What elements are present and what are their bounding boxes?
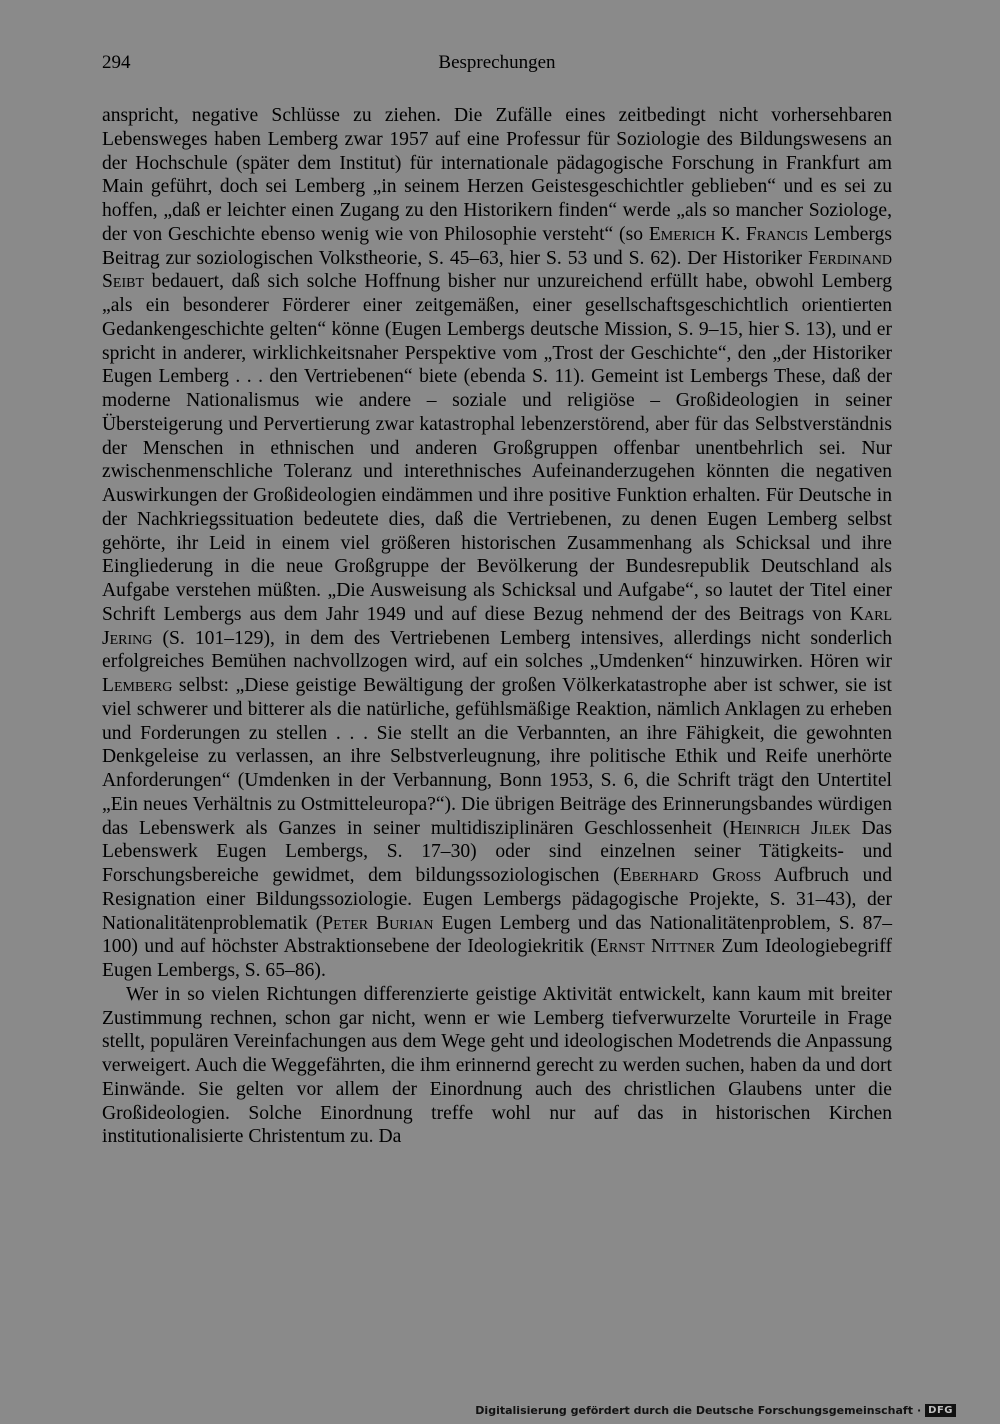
bullet-separator: · bbox=[916, 1403, 922, 1417]
author-name: Heinrich Jilek bbox=[729, 817, 851, 839]
running-head: Besprechungen bbox=[438, 52, 556, 73]
text-run: Lembergs Beitrag zur soziologischen Volkstheorie, S. 45–63, hier S. 53 und S. 62). Der Historiker bbox=[102, 223, 892, 269]
text-run: Wer in so vielen Richtungen differenzierte geistige Aktivität entwickelt, kann kaum mit breiter Zustimmung rechnen, schon gar nicht, wenn er wie Lemberg tiefverwurzelte Vorurteile in Frage stellt, populären Vereinfachungen aus dem Wege geht und ideologischen Modetrends die Anpassung verweigert. Auch die Weggefährten, die ihm erinnernd gerecht zu werden suchen, haben da und dort Einwände. Sie gelten vor allem der Einordnung auch des christlichen Glaubens unter die Großideologien. Solche Einordnung treffe wohl nur auf das in historischen Kirchen institutionalisierte Christentum zu. Da bbox=[102, 983, 892, 1148]
author-name: Ernst Nittner bbox=[596, 936, 716, 958]
text-run: anspricht, negative Schlüsse zu ziehen. Die Zufälle eines zeitbedingt nicht vorhersehbaren Lebensweges haben Lemberg zwar 1957 auf eine Professur für Soziologie des Bildungswesens an der Hochschule (später dem Institut) für internationale pädagogische Forschung in Frankfurt am Main geführt, doch sei Lemberg „in seinem Herzen Geistesgeschichtler geblieben“ und es sei zu hoffen, „daß er leichter einen Zugang zu den Historikern finden“ werde „als so mancher Soziologe, der von Geschichte ebenso wenig wie von Philosophie versteht“ (so bbox=[102, 105, 892, 245]
paragraph-1 bbox=[102, 104, 892, 983]
text-run: Aufbruch und Resignation einer Bildungssoziologie. Eugen Lembergs pädagogische Projekte, S. 31–43), der Nationalitätenproblematik ( bbox=[102, 865, 893, 934]
page-header bbox=[102, 52, 892, 80]
author-name: Lemberg bbox=[102, 675, 173, 696]
text-run: Eugen Lemberg und das Nationalitätenproblem, S. 87–100) und auf höchster Abstraktionsebene der Ideologiekritik ( bbox=[102, 912, 892, 958]
text-run: Zum Ideologiebegriff Eugen Lembergs, S. 65–86). bbox=[102, 936, 892, 981]
text-run: Das Lebenswerk Eugen Lembergs, S. 17–30) oder sind einzelnen seiner Tätigkeits- und Forschungsbereiche gewidmet, dem bildungssoziologischen ( bbox=[102, 817, 892, 886]
author-name: Eberhard Gross bbox=[619, 865, 762, 886]
author-name: Ferdinand Seibt bbox=[102, 247, 892, 293]
paragraph-2 bbox=[102, 983, 892, 1149]
author-name: Karl Jering bbox=[102, 603, 892, 649]
page-number: 294 bbox=[102, 52, 131, 73]
digitization-credit bbox=[475, 1401, 956, 1419]
digitization-credit-text: Digitalisierung gefördert durch die Deutsche Forschungsgemeinschaft bbox=[475, 1403, 913, 1417]
text-run: bedauert, daß sich solche Hoffnung bisher nur unzureichend erfüllt habe, obwohl Lemberg „als ein besonderer Förderer einer zeitgemäßen, einer gesellschaftsgeschichtlich orientierten Gedankengeschichte gelten“ könne (Eugen Lembergs deutsche Mission, S. 9–15, hier S. 13), und er spricht in anderer, wirklichkeitsnaher Perspektive vom „Trost der Geschichte“, den „der Historiker Eugen Lemberg . . . den Vertriebenen“ biete (ebenda S. 11). Gemeint ist Lembergs These, daß der moderne Nationalismus wie andere – soziale und religiöse – Großideologien in seiner Übersteigerung und Pervertierung zwar katastrophal lebenzerstörend, aber für das Selbstverständnis der Menschen in ethnischen und anderen Großgruppen offenbar unentbehrlich sei. Nur zwischenmenschliche Toleranz und interethnisches Aufeinanderzugehen könnten die negativen Auswirkungen der Großideologien eindämmen und ihre positive Funktion erhalten. Für Deutsche in der Nachkriegssituation bedeutete dies, daß die Vertriebenen, zu denen Eugen Lemberg selbst gehörte, ihr Leid in einem viel größeren historischen Zusammenhang als Schicksal und ihre Eingliederung in die neue Großgruppe der Bevölkerung der Bundesrepublik Deutschland als Aufgabe verstehen müßten. „Die Ausweisung als Schicksal und Aufgabe“, so lautet der Titel einer Schrift Lembergs aus dem Jahr 1949 und auf diese Bezug nehmend der des Beitrags von bbox=[102, 271, 892, 625]
text-run: (S. 101–129), in dem des Vertriebenen Lemberg intensives, allerdings nicht sonderlich erfolgreiches Bemühen nachvollzogen wird, auf ein solches „Umdenken“ hinzuwirken. Hören wir bbox=[102, 627, 892, 673]
author-name: Emerich K. Francis bbox=[648, 223, 809, 245]
body-text bbox=[102, 104, 892, 1149]
dfg-logo: DFG bbox=[925, 1404, 956, 1417]
author-name: Peter Burian bbox=[322, 912, 434, 934]
text-run: selbst: „Diese geistige Bewältigung der großen Völkerkatastrophe aber ist schwer, sie ist viel schwerer und bitterer als die natürliche, gefühlsmäßige Reaktion, nämlich Anklagen zu erheben und Forderungen zu stellen . . . Sie stellt an die Verbannten, an ihre Fähigkeit, die gewohnten Denkgeleise zu verlassen, an ihre Selbstverleugnung, ihre politische Ethik und Reife unerhörte Anforderungen“ (Umdenken in der Verbannung, Bonn 1953, S. 6, die Schrift trägt den Untertitel „Ein neues Verhältnis zu Ostmitteleuropa?“). Die übrigen Beiträge des Erinnerungsbandes würdigen das Lebenswerk als Ganzes in seiner multidisziplinären Geschlossenheit ( bbox=[102, 675, 892, 839]
